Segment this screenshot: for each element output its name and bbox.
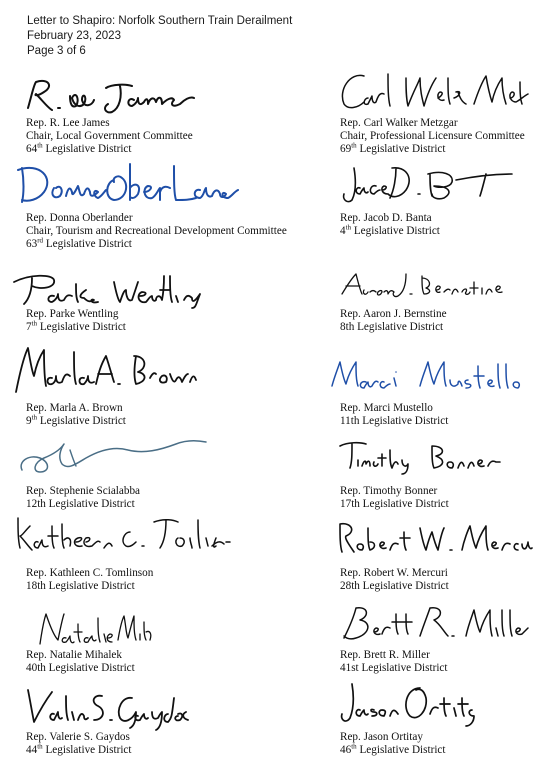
signer-block-marci-mustello [340, 402, 448, 428]
signer-name: Rep. Marci Mustello [340, 402, 433, 414]
signature-jacob-d-banta [336, 160, 516, 206]
signer-title: Chair, Local Government Committee [26, 130, 193, 143]
signer-block-timothy-bonner [340, 485, 449, 511]
signer-block-robert-w-mercuri [340, 567, 449, 593]
signer-block-valerie-s-gaydos [26, 731, 132, 757]
signature-donna-oberlander [14, 158, 244, 208]
signature-timothy-bonner [336, 436, 506, 476]
signer-district: 8th Legislative District [340, 321, 444, 334]
signer-district: 41st Legislative District [340, 662, 448, 675]
signer-title: Chair, Professional Licensure Committee [340, 130, 525, 143]
signer-name: Rep. Marla A. Brown [26, 402, 123, 414]
signer-name: Rep. Carl Walker Metzgar [340, 117, 458, 129]
signer-name: Rep. Parke Wentling [26, 308, 119, 320]
signer-name: Rep. Robert W. Mercuri [340, 567, 448, 579]
signer-district: 64th Legislative District [26, 141, 132, 156]
signer-district: 9th Legislative District [26, 413, 126, 428]
signer-name: Rep. Donna Oberlander [26, 212, 133, 224]
signature-kathleen-c-tomlinson [12, 508, 232, 558]
signer-name: Rep. R. Lee James [26, 117, 110, 129]
signer-district: 17th Legislative District [340, 498, 449, 511]
signer-name: Rep. Stephenie Scialabba [26, 485, 141, 497]
signer-district: 11th Legislative District [340, 415, 449, 428]
page-number: Page 3 of 6 [27, 45, 86, 57]
signature-r-lee-james [22, 74, 202, 116]
signature-marla-a-brown [10, 342, 200, 398]
signer-name: Rep. Natalie Mihalek [26, 649, 122, 661]
signer-title: Chair, Tourism and Recreational Development Committee [26, 225, 287, 238]
signature-stephenie-scialabba [10, 432, 210, 480]
signature-parke-wentling [10, 268, 210, 308]
signature-carl-walker-metzgar [334, 68, 534, 114]
signer-name: Rep. Brett R. Miller [340, 649, 430, 661]
letter-title: Letter to Shapiro: Norfolk Southern Train Derailment [27, 15, 293, 27]
signer-name: Rep. Kathleen C. Tomlinson [26, 567, 154, 579]
signer-block-brett-r-miller [340, 649, 448, 675]
page-header [27, 14, 292, 59]
signer-district: 44th Legislative District [26, 742, 132, 757]
signer-block-aaron-j-bernstine [340, 308, 447, 334]
letter-date: February 23, 2023 [27, 30, 121, 42]
signer-name: Rep. Valerie S. Gaydos [26, 731, 130, 743]
signature-brett-r-miller [340, 602, 530, 644]
signer-district: 7th Legislative District [26, 319, 126, 334]
signer-block-carl-walker-metzgar [340, 117, 525, 157]
signer-block-r-lee-james [26, 117, 193, 157]
signer-block-natalie-mihalek [26, 649, 135, 675]
signer-district: 12th Legislative District [26, 498, 135, 511]
signature-valerie-s-gaydos [20, 684, 190, 730]
signer-district: 46th Legislative District [340, 742, 446, 757]
signer-name: Rep. Jason Ortitay [340, 731, 423, 743]
signer-district: 63rd Legislative District [26, 236, 132, 251]
signature-aaron-j-bernstine [338, 270, 508, 300]
signer-district: 40th Legislative District [26, 662, 135, 675]
signer-block-parke-wentling [26, 308, 126, 334]
signer-block-donna-oberlander [26, 212, 287, 252]
signer-block-marla-a-brown [26, 402, 126, 428]
signature-natalie-mihalek [34, 608, 154, 648]
signature-robert-w-mercuri [334, 518, 534, 558]
signer-block-kathleen-c-tomlinson [26, 567, 153, 593]
signer-block-jason-ortitay [340, 731, 446, 757]
signer-district: 18th Legislative District [26, 580, 135, 593]
signer-district: 4th Legislative District [340, 223, 440, 238]
signer-name: Rep. Timothy Bonner [340, 485, 438, 497]
signature-jason-ortitay [336, 678, 476, 728]
signer-name: Rep. Aaron J. Bernstine [340, 308, 447, 320]
signer-name: Rep. Jacob D. Banta [340, 212, 432, 224]
signer-district: 28th Legislative District [340, 580, 449, 593]
signer-block-jacob-d-banta [340, 212, 440, 238]
signature-marci-mustello [328, 356, 528, 392]
signer-district: 69th Legislative District [340, 141, 446, 156]
